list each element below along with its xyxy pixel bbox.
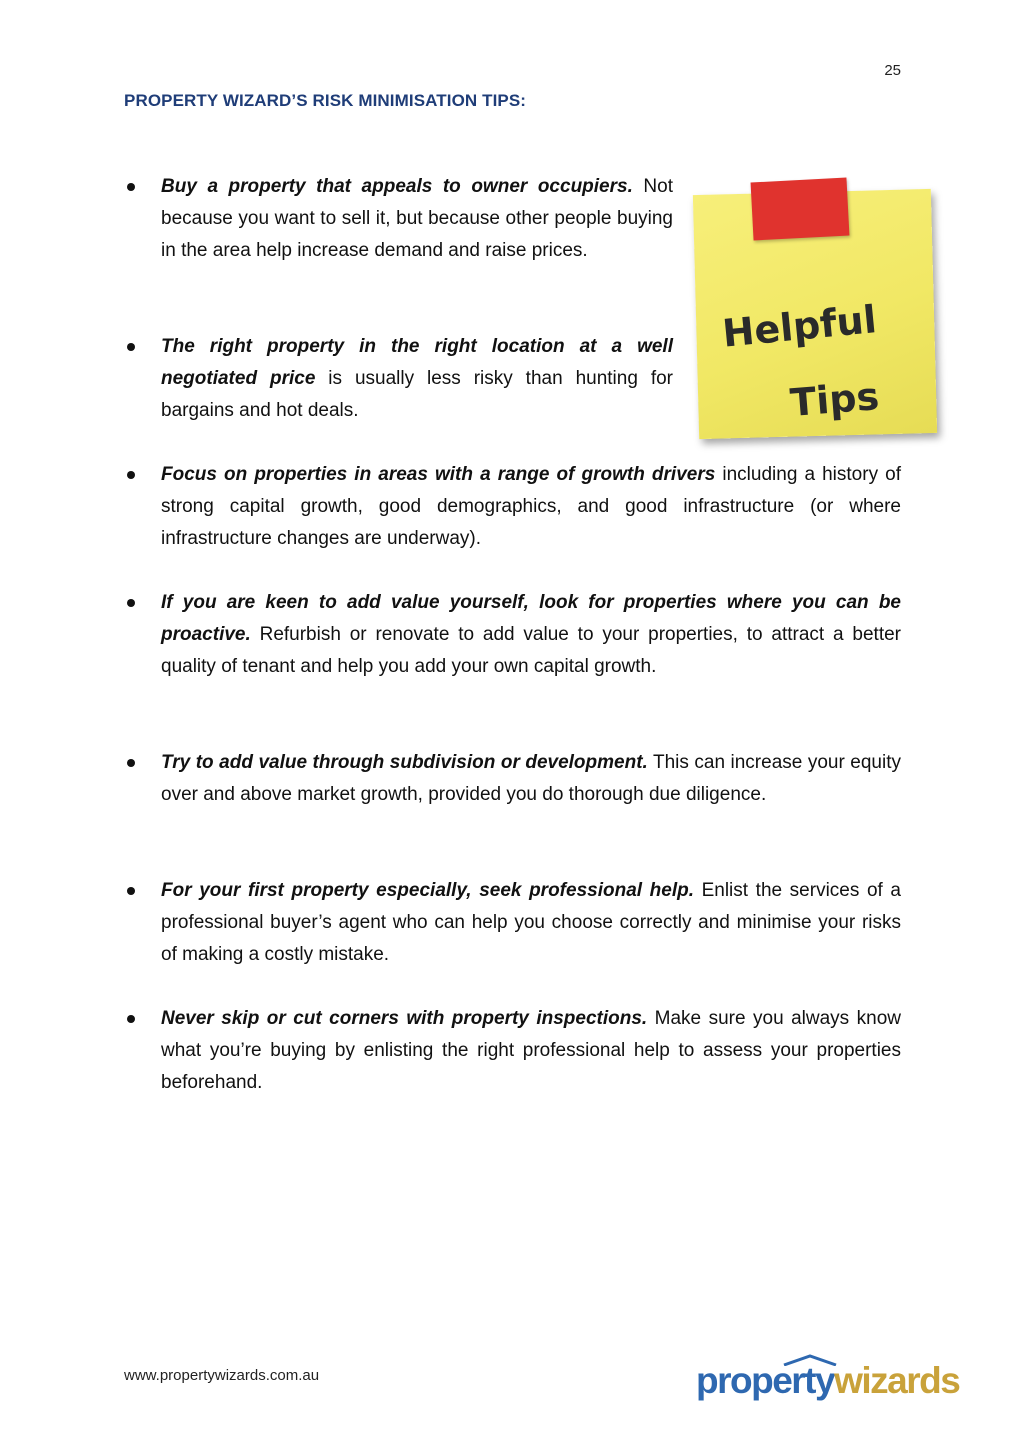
- bullet-icon: [127, 343, 135, 351]
- tip-text: [161, 875, 901, 971]
- property-wizards-logo: [696, 1360, 960, 1410]
- tip-text: [161, 331, 673, 427]
- bullet-icon: [127, 887, 135, 895]
- logo-part-2: wizards: [834, 1360, 960, 1401]
- tip-text: [161, 459, 901, 555]
- tip-body: Enlist the services of a professional buyer’s agent who can help you choose correctly and minimise your risks of making a costly mistake.: [161, 880, 901, 965]
- note-line-2: Tips: [788, 374, 881, 425]
- note-line-1: Helpful: [720, 297, 879, 356]
- tip-text: [161, 171, 673, 267]
- tape-icon: [751, 178, 850, 241]
- bullet-icon: [127, 183, 135, 191]
- tip-text: [161, 1003, 901, 1099]
- tip-bold: The right property in the right location at a well negotiated price: [161, 336, 673, 389]
- helpful-tips-note: [690, 180, 952, 452]
- bullet-icon: [127, 1015, 135, 1023]
- tip-body: This can increase your equity over and above market growth, provided you do thorough due diligence.: [161, 752, 901, 805]
- tip-bold: Never skip or cut corners with property inspections.: [161, 1008, 648, 1029]
- page-number: 25: [884, 62, 901, 79]
- footer-url: www.propertywizards.com.au: [124, 1367, 320, 1384]
- tip-body: including a history of strong capital growth, good demographics, and good infrastructure (or where infrastructure changes are underway).: [161, 464, 901, 549]
- roof-icon: [782, 1354, 838, 1366]
- tip-body: Refurbish or renovate to add value to your properties, to attract a better quality of tenant and help you add your own capital growth.: [161, 624, 901, 677]
- tip-body: Make sure you always know what you’re buying by enlisting the right professional help to assess your properties beforehand.: [161, 1008, 901, 1093]
- tip-body: is usually less risky than hunting for bargains and hot deals.: [161, 368, 674, 421]
- tip-bold: Focus on properties in areas with a range of growth drivers: [161, 464, 716, 485]
- logo-part-1: property: [696, 1360, 835, 1401]
- bullet-icon: [127, 759, 135, 767]
- tip-bold: If you are keen to add value yourself, look for properties where you can be proactive.: [161, 592, 901, 645]
- tip-text: [161, 587, 901, 683]
- tip-text: [161, 747, 901, 811]
- tip-bold: Buy a property that appeals to owner occupiers.: [161, 176, 633, 197]
- tip-body: Not because you want to sell it, but because other people buying in the area help increase demand and raise prices.: [161, 176, 673, 261]
- page-title: PROPERTY WIZARD’S RISK MINIMISATION TIPS:: [124, 91, 527, 110]
- tip-bold: For your first property especially, seek professional help.: [161, 880, 694, 901]
- bullet-icon: [127, 471, 135, 479]
- bullet-icon: [127, 599, 135, 607]
- tip-bold: Try to add value through subdivision or development.: [161, 752, 648, 773]
